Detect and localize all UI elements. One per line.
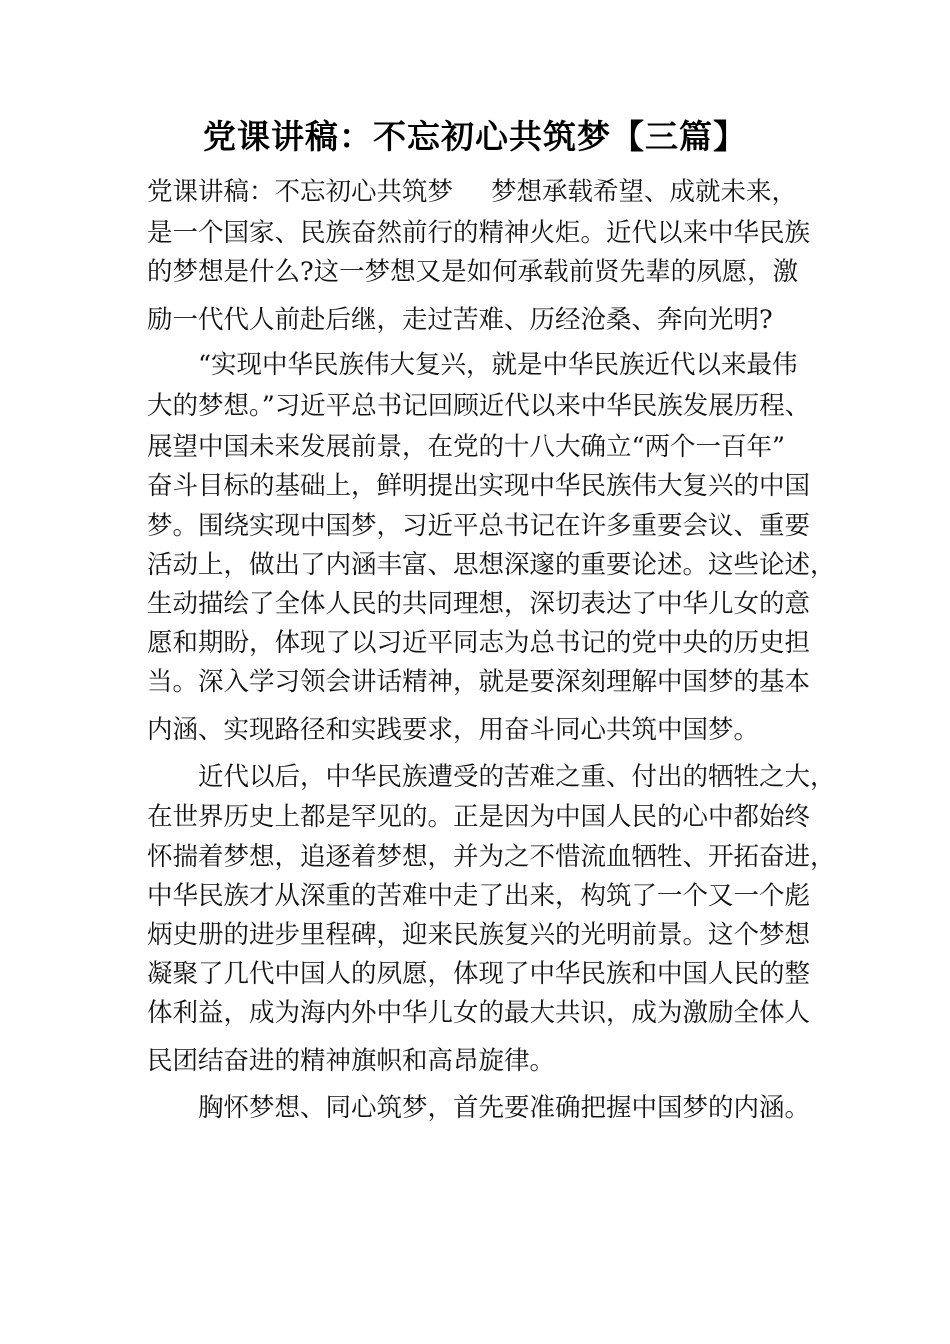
subtitle-text: 党课讲稿：不忘初心共筑梦	[147, 177, 454, 207]
paragraph-1-line-2: 是一个国家、民族奋然前行的精神火炬。近代以来中华民族	[147, 218, 811, 248]
paragraph-2-line-10: 内涵、实现路径和实践要求，用奋斗同心共筑中国梦。	[147, 715, 760, 745]
paragraph-2-line-8: 愿和期盼，体现了以习近平同志为总书记的党中央的历史担	[147, 628, 811, 658]
paragraph-2-line-2: 大的梦想。”习近平总书记回顾近代以来中华民族发展历程、	[147, 391, 811, 421]
paragraph-3-line-7: 体利益，成为海内外中华儿女的最大共识，成为激励全体人	[147, 998, 811, 1028]
paragraph-2-line-7: 生动描绘了全体人民的共同理想，深切表达了中华儿女的意	[147, 589, 811, 619]
paragraph-2-line-4: 奋斗目标的基础上，鲜明提出实现中华民族伟大复兴的中国	[147, 471, 811, 501]
paragraph-2-line-1: “实现中华民族伟大复兴，就是中华民族近代以来最伟	[198, 350, 798, 380]
paragraph-3-line-1: 近代以后，中华民族遭受的苦难之重、付出的牺牲之大，	[198, 762, 836, 792]
paragraph-3-line-3: 怀揣着梦想，追逐着梦想，并为之不惜流血牺牲、开拓奋进，	[147, 842, 836, 872]
paragraph-1-line-4: 励一代代人前赴后继，走过苦难、历经沧桑、奔向光明?	[147, 305, 773, 335]
paragraph-1-line-1	[147, 172, 827, 212]
paragraph-3-line-2: 在世界历史上都是罕见的。正是因为中国人民的心中都始终	[147, 802, 811, 832]
paragraph-2-line-6: 活动上，做出了内涵丰富、思想深邃的重要论述。这些论述，	[147, 550, 836, 580]
paragraph-1-lead-text: 梦想承载希望、成就未来，	[491, 177, 798, 207]
paragraph-2-line-5: 梦。围绕实现中国梦，习近平总书记在许多重要会议、重要	[147, 511, 811, 541]
paragraph-2-line-3: 展望中国未来发展前景，在党的十八大确立“两个一百年”	[147, 432, 786, 462]
paragraph-4-line-1: 胸怀梦想、同心筑梦，首先要准确把握中国梦的内涵。	[198, 1093, 811, 1123]
paragraph-2-line-9: 当。深入学习领会讲话精神，就是要深刻理解中国梦的基本	[147, 667, 811, 697]
paragraph-3-line-4: 中华民族才从深重的苦难中走了出来，构筑了一个又一个彪	[147, 881, 811, 911]
paragraph-3-line-8: 民团结奋进的精神旗帜和高昂旋律。	[147, 1046, 556, 1076]
paragraph-1-line-3: 的梦想是什么?这一梦想又是如何承载前贤先辈的夙愿，激	[147, 257, 799, 287]
paragraph-3-line-6: 凝聚了几代中国人的夙愿，体现了中华民族和中国人民的整	[147, 959, 811, 989]
paragraph-3-line-5: 炳史册的进步里程碑，迎来民族复兴的光明前景。这个梦想	[147, 920, 811, 950]
document-title: 党课讲稿：不忘初心共筑梦【三篇】	[203, 117, 747, 156]
